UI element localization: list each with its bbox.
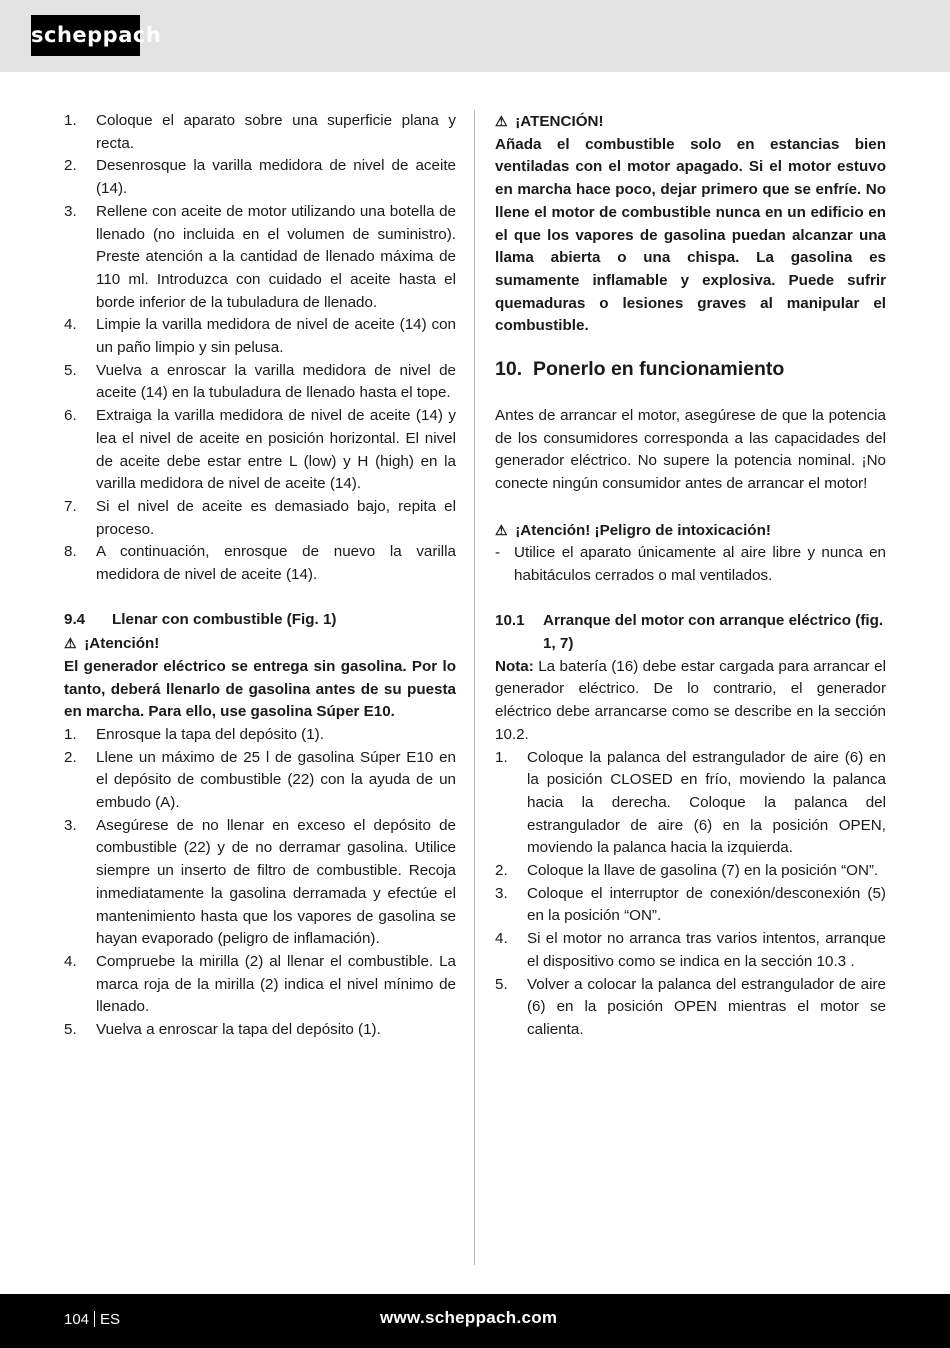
list-item: 6. Extraiga la varilla medidora de nivel de aceite (14) y lea el nivel de aceite en posición horizontal. El nivel de aceite debe estar entre L (low) y H (high) en la varilla medidora de nivel de aceite (14). [64,407,456,493]
list-item: 3. Rellene con aceite de motor utilizando una botella de llenado (no incluida en el volumen de suministro). Preste atención a la cantidad de llenado máxima de 110 ml. Introduzca con cuidado el aceite hasta el borde inferior de la tubuladura de llenado. [64,202,456,311]
list-item: 5. Vuelva a enroscar la tapa del depósito (1). [64,1021,381,1039]
list-item: 4. Si el motor no arranca tras varios intentos, arranque el dispositivo como se indica en la sección 10.3 . [495,930,886,970]
page-header [0,0,950,72]
fuel-warning-text: El generador eléctrico se entrega sin gasolina. Por lo tanto, deberá llenarlo de gasolina antes de su puesta en marcha. Para ello, use gasolina Súper E10. [64,657,456,721]
page-number: 104 ES [64,1311,121,1328]
section-9-4-heading: 9.4 Llenar con combustible (Fig. 1) [64,611,337,629]
list-item: 7. Si el nivel de aceite es demasiado bajo, repita el proceso. [64,497,456,538]
note-paragraph: Nota: La batería (16) debe estar cargada para arrancar el generador eléctrico. De lo contrario, el generador eléctrico debe arrancarse como se describe en la sección 10.2. [495,657,886,743]
section-10-heading: 10. Ponerlo en funcionamiento [495,358,785,381]
list-item: 2. Llene un máximo de 25 l de gasolina Súper E10 en el depósito de combustible (22) con la ayuda de un embudo (A). [64,748,456,812]
list-item: 1. Coloque la palanca del estrangulador de aire (6) en la posición CLOSED en frío, moviendo la palanca hacia la derecha. Coloque la palanca del estrangulador de aire (6) en la posición OPEN, moviendo la palanca hacia la izquierda. [495,748,886,857]
section-10-1-heading: 10.1 Arranque del motor con arranque eléctrico (fig. 1, 7) [495,612,884,653]
attention-heading: ⚠ ¡Atención! [64,632,456,656]
list-item: 5. Vuelva a enroscar la varilla medidora de nivel de aceite (14) en la tubuladura de llenado hasta el tope. [64,361,456,402]
scheppach-logo: scheppach [31,15,140,56]
right-column [495,110,886,1042]
poison-warning-list [495,542,886,587]
list-item: 2. Coloque la llave de gasolina (7) en la posición “ON”. [495,862,879,880]
list-item: 2. Desenrosque la varilla medidora de nivel de aceite (14). [64,157,456,198]
fuel-fill-steps [64,724,456,1042]
fuel-safety-warning: Añada el combustible solo en estancias bien ventiladas con el motor apagado. Si el motor estuvo en marcha hace poco, dejar primero que se enfríe. No llene el motor de combustible nunca en un edificio en el que los vapores de gasolina puedan alcanzar una llama abierta o una chispa. La gasolina es sumamente inflamable y explosiva. Puede sufrir quemaduras o lesiones graves al manipular el combustible. [495,135,886,335]
list-item: 4. Compruebe la mirilla (2) al llenar el combustible. La marca roja de la mirilla (2) indica el nivel mínimo de llenado. [64,953,456,1016]
warning-icon: ⚠ [495,521,508,538]
electric-start-steps [495,747,886,1042]
column-divider [474,110,475,1265]
warning-icon: ⚠ [495,113,508,129]
list-item: 8. A continuación, enrosque de nuevo la varilla medidora de nivel de aceite (14). [64,543,456,584]
list-item: 4. Limpie la varilla medidora de nivel de aceite (14) con un paño limpio y sin pelusa. [64,316,456,357]
left-column [64,110,456,1042]
list-item: 5. Volver a colocar la palanca del estrangulador de aire (6) en la posición OPEN mientras el motor se calienta. [495,975,886,1038]
oil-fill-steps [64,110,456,587]
warning-icon: ⚠ [64,635,77,652]
list-item: 1. Enrosque la tapa del depósito (1). [64,725,324,743]
list-item: 3. Coloque el interruptor de conexión/desconexión (5) en la posición “ON”. [495,884,886,925]
list-item: - Utilice el aparato únicamente al aire libre y nunca en habitáculos cerrados o mal ventilados. [495,544,886,584]
poison-warning-heading: ⚠ ¡Atención! ¡Peligro de intoxicación! [495,519,886,543]
list-item: 1. Coloque el aparato sobre una superficie plana y recta. [64,112,456,152]
section-10-intro: Antes de arrancar el motor, asegúrese de que la potencia de los consumidores corresponda a las capacidades del generador eléctrico. No supere la potencia nominal. ¡No conecte ningún consumidor antes de arrancar el motor! [495,407,886,493]
attention-heading: ⚠ ¡ATENCIÓN! [495,110,886,134]
footer-url[interactable]: www.scheppach.com [380,1308,558,1327]
page-footer [0,1294,950,1348]
list-item: 3. Asegúrese de no llenar en exceso el depósito de combustible (22) y de no derramar gasolina. Utilice siempre un inserto de filtro de combustible. Recoja inmediatamente la gasolina derramada y efectúe el mantenimiento hasta que los vapores de gasolina se hayan evaporado (peligro de inflamación). [64,816,456,948]
